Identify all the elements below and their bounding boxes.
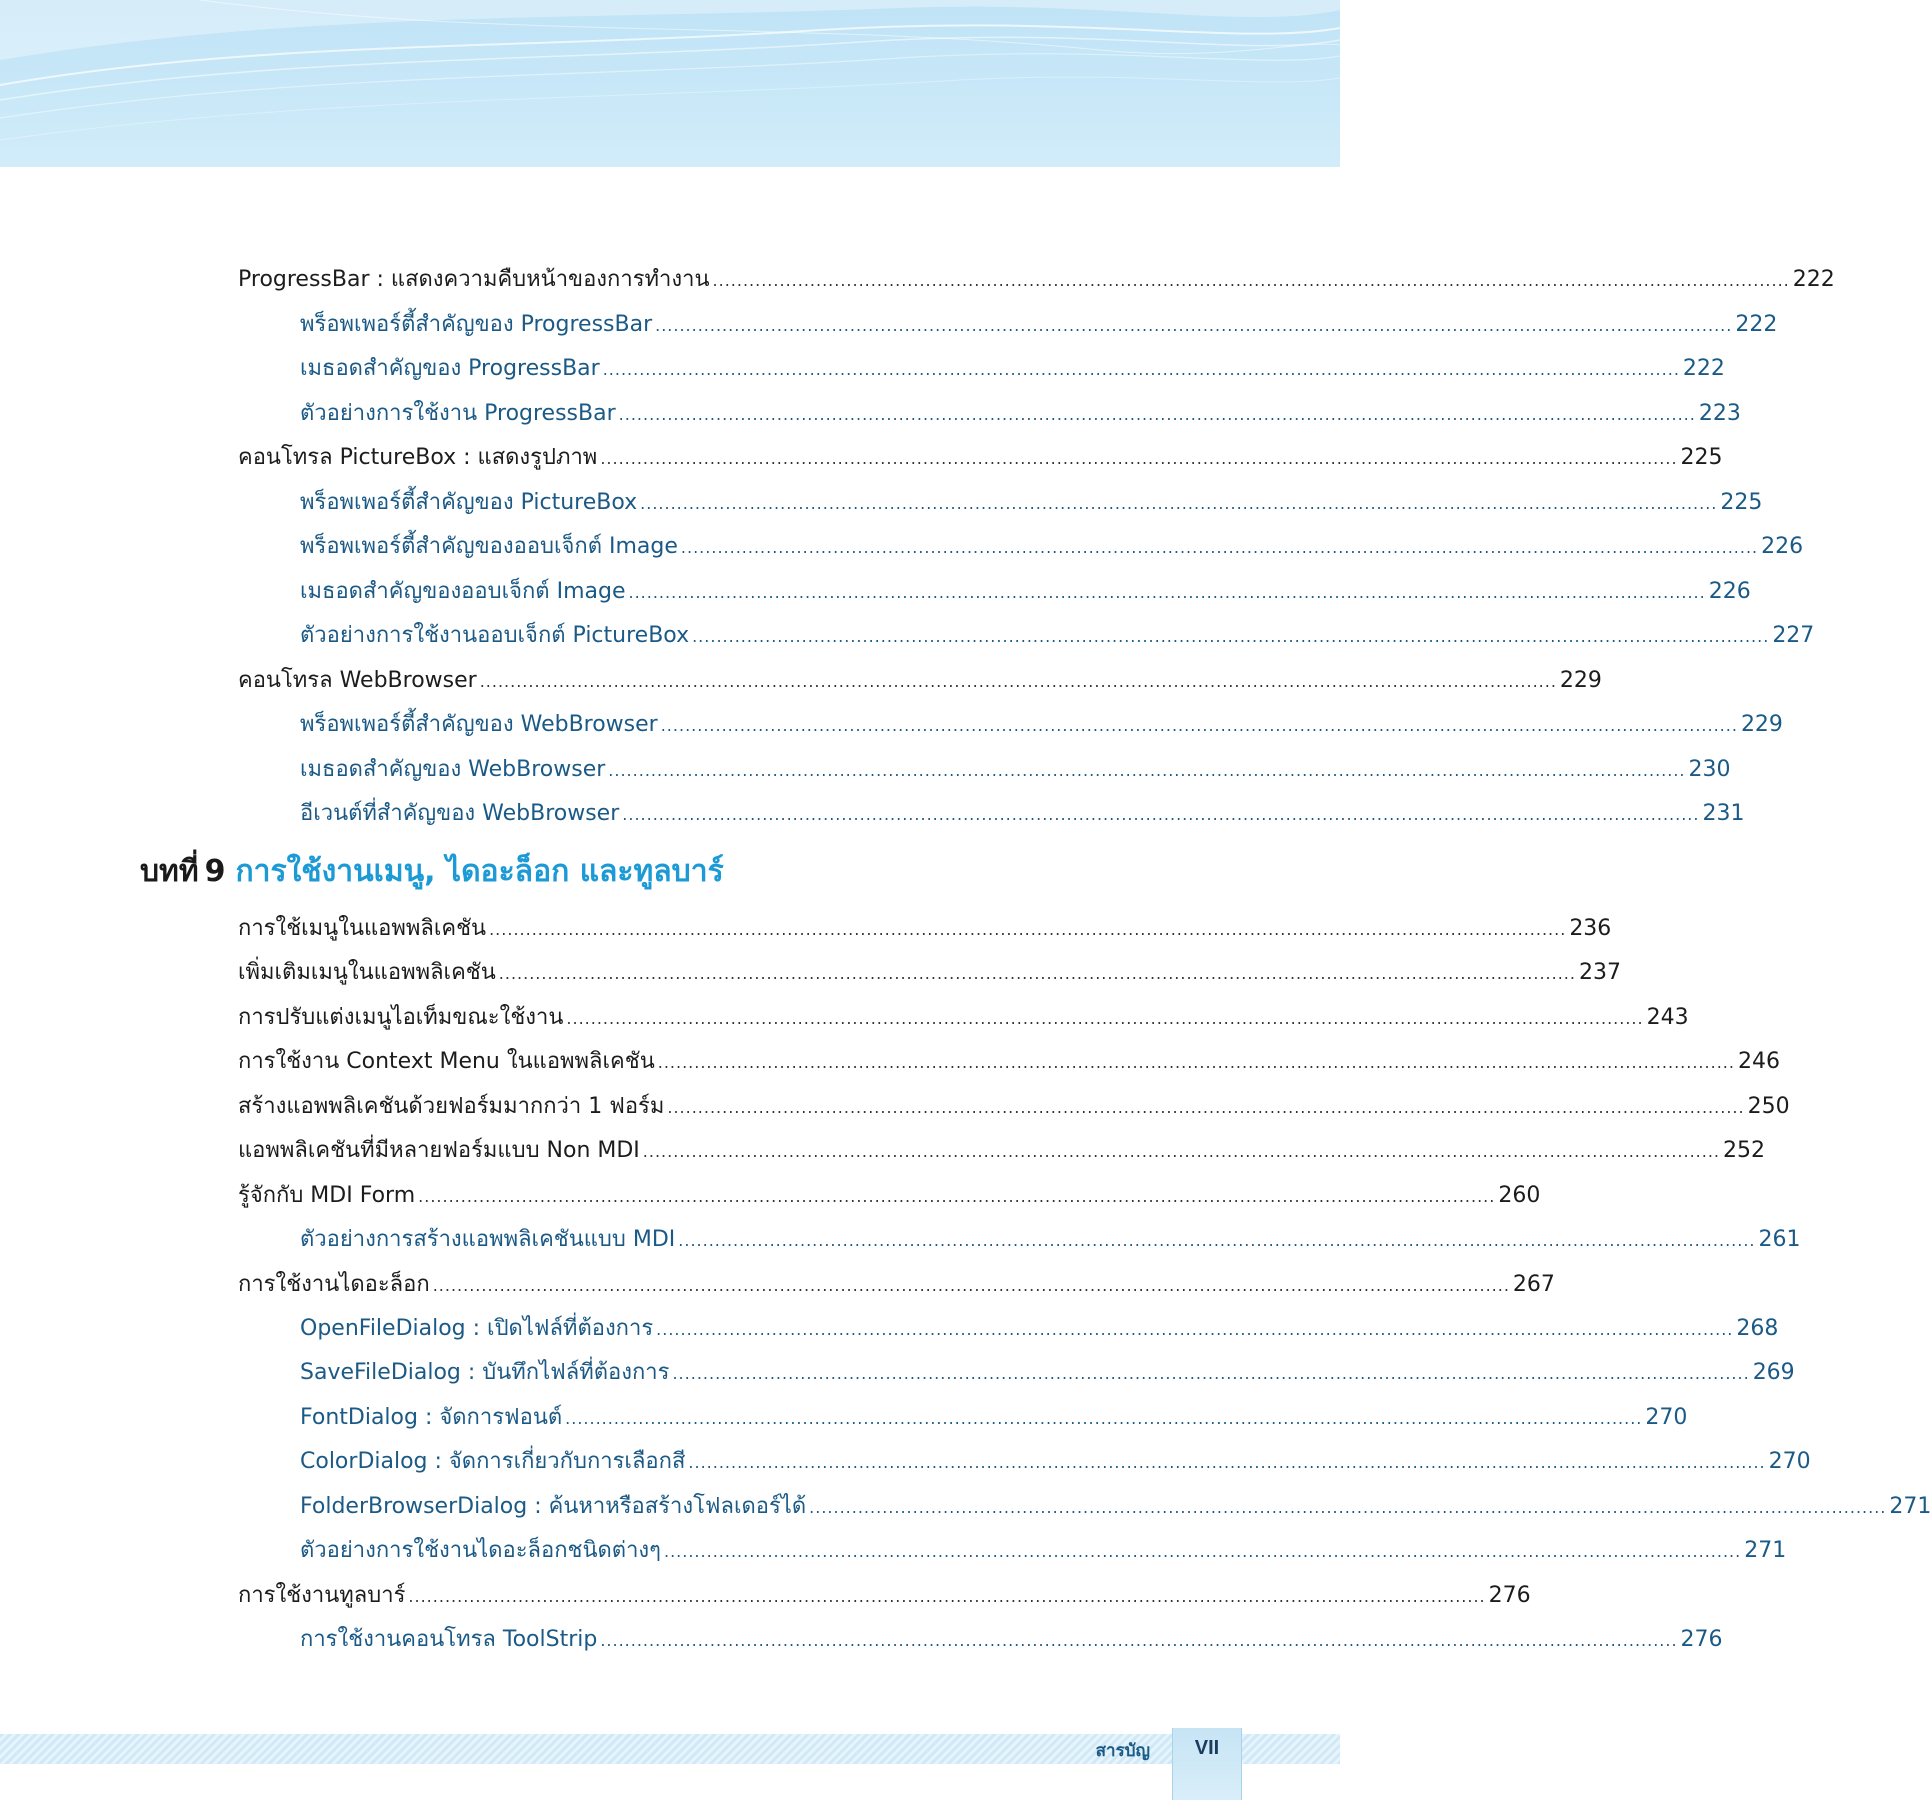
toc-entry-page: 229 <box>1740 712 1783 737</box>
toc-subentry[interactable] <box>300 486 1763 520</box>
toc-entry-title: การใช้เมนูในแอพพลิเคชัน <box>238 916 487 941</box>
toc-entry-page: 246 <box>1737 1049 1780 1074</box>
toc-entry-title: ตัวอย่างการใช้งานไดอะล็อกชนิดต่างๆ <box>300 1538 661 1563</box>
toc-entry-title: FolderBrowserDialog : ค้นหาหรือสร้างโฟลเดอร์ได้ <box>300 1494 807 1519</box>
dot-leader: ................................................................................................................................................................................. <box>602 360 1680 379</box>
toc-subentry[interactable] <box>300 1312 1779 1346</box>
dot-leader: ................................................................................................................................................................................. <box>657 1053 1735 1072</box>
toc-entry-page: 222 <box>1792 267 1835 292</box>
toc-entry-title: การใช้งานไดอะล็อก <box>238 1272 430 1297</box>
toc-entry[interactable] <box>238 912 1612 946</box>
toc-entry[interactable] <box>238 1134 1766 1168</box>
toc-entry-page: 226 <box>1761 534 1804 559</box>
toc-entry-page: 270 <box>1645 1405 1688 1430</box>
dot-leader: ................................................................................................................................................................................. <box>655 316 1733 335</box>
toc-entry-title: คอนโทรล PictureBox : แสดงรูปภาพ <box>238 445 598 470</box>
toc-entry-title: สร้างแอพพลิเคชันด้วยฟอร์มมากกว่า 1 ฟอร์ม <box>238 1094 665 1119</box>
toc-entry-title: FontDialog : จัดการฟอนต์ <box>300 1405 563 1430</box>
dot-leader: ................................................................................................................................................................................. <box>618 405 1696 424</box>
toc-entry[interactable] <box>238 441 1723 475</box>
toc-entry-title: ProgressBar : แสดงความคืบหน้าของการทำงาน <box>238 267 710 292</box>
dot-leader: ................................................................................................................................................................................. <box>432 1276 1510 1295</box>
chapter-label: บทที่ <box>140 854 199 889</box>
dot-leader: ................................................................................................................................................................................. <box>498 964 1576 983</box>
toc-entry[interactable] <box>238 664 1602 698</box>
page-number: VII <box>1194 1737 1220 1759</box>
toc-entry-title: พร็อพเพอร์ตี้สำคัญของ PictureBox <box>300 490 638 515</box>
toc-entry[interactable] <box>238 1045 1780 1079</box>
toc-entry-page: 230 <box>1688 757 1731 782</box>
chapter-heading <box>140 848 724 896</box>
toc-entry-title: เพิ่มเติมเมนูในแอพพลิเคชัน <box>238 960 496 985</box>
toc-subentry[interactable] <box>300 753 1731 787</box>
toc-entry-page: 269 <box>1752 1360 1795 1385</box>
toc-subentry[interactable] <box>300 397 1741 431</box>
dot-leader: ................................................................................................................................................................................. <box>640 494 1718 513</box>
toc-entry[interactable] <box>238 1579 1531 1613</box>
toc-entry-title: แอพพลิเคชันที่มีหลายฟอร์มแบบ Non MDI <box>238 1138 640 1163</box>
toc-entry-title: SaveFileDialog : บันทึกไฟล์ที่ต้องการ <box>300 1360 670 1385</box>
toc-entry-page: 250 <box>1747 1094 1790 1119</box>
dot-leader: ................................................................................................................................................................................. <box>600 1631 1678 1650</box>
dot-leader: ................................................................................................................................................................................. <box>680 538 1759 557</box>
toc-entry-page: 236 <box>1569 916 1612 941</box>
dot-leader: ................................................................................................................................................................................. <box>809 1498 1887 1517</box>
toc-entry-title: เมธอดสำคัญของ WebBrowser <box>300 757 606 782</box>
toc-entry-page: 276 <box>1488 1583 1531 1608</box>
dot-leader: ................................................................................................................................................................................. <box>712 271 1790 290</box>
dot-leader: ................................................................................................................................................................................. <box>566 1009 1644 1028</box>
toc-entry-title: ColorDialog : จัดการเกี่ยวกับการเลือกสี <box>300 1449 686 1474</box>
toc-entry-page: 229 <box>1559 668 1602 693</box>
toc-subentry[interactable] <box>300 619 1815 653</box>
toc-entry-title: ตัวอย่างการสร้างแอพพลิเคชันแบบ MDI <box>300 1227 676 1252</box>
toc-subentry[interactable] <box>300 530 1804 564</box>
toc-subentry[interactable] <box>300 708 1783 742</box>
toc-entry-page: 252 <box>1723 1138 1766 1163</box>
toc-entry-page: 260 <box>1498 1183 1541 1208</box>
toc-entry[interactable] <box>238 1001 1689 1035</box>
dot-leader: ................................................................................................................................................................................. <box>688 1453 1766 1472</box>
dot-leader: ................................................................................................................................................................................. <box>418 1187 1496 1206</box>
toc-entry-title: เมธอดสำคัญของ ProgressBar <box>300 356 600 381</box>
footer-section-label: สารบัญ <box>1095 1741 1150 1761</box>
toc-entry-page: 231 <box>1702 801 1745 826</box>
toc-subentry[interactable] <box>300 797 1745 831</box>
toc-subentry[interactable] <box>300 1623 1723 1657</box>
dot-leader: ................................................................................................................................................................................. <box>408 1587 1486 1606</box>
toc-entry-page: 268 <box>1736 1316 1779 1341</box>
toc-subentry[interactable] <box>300 1445 1811 1479</box>
toc-entry-title: การใช้งาน Context Menu ในแอพพลิเคชัน <box>238 1049 655 1074</box>
dot-leader: ................................................................................................................................................................................. <box>600 449 1678 468</box>
toc-entry-title: การใช้งานคอนโทรล ToolStrip <box>300 1627 598 1652</box>
toc-entry-page: 225 <box>1720 490 1763 515</box>
toc-entry-title: ตัวอย่างการใช้งานออบเจ็กต์ PictureBox <box>300 623 690 648</box>
dot-leader: ................................................................................................................................................................................. <box>479 672 1557 691</box>
toc-entry-page: 223 <box>1698 401 1741 426</box>
toc-entry[interactable] <box>238 1090 1790 1124</box>
toc-entry-page: 267 <box>1512 1272 1555 1297</box>
toc-entry-page: 271 <box>1744 1538 1787 1563</box>
dot-leader: ................................................................................................................................................................................. <box>692 627 1770 646</box>
toc-entry-page: 226 <box>1708 579 1751 604</box>
toc-entry[interactable] <box>238 1179 1541 1213</box>
toc-entry-page: 222 <box>1682 356 1725 381</box>
toc-subentry[interactable] <box>300 352 1725 386</box>
dot-leader: ................................................................................................................................................................................. <box>667 1098 1745 1117</box>
dot-leader: ................................................................................................................................................................................. <box>565 1409 1643 1428</box>
toc-entry-page: 270 <box>1768 1449 1811 1474</box>
dot-leader: ................................................................................................................................................................................. <box>489 920 1567 939</box>
toc-entry-title: คอนโทรล WebBrowser <box>238 668 477 693</box>
toc-subentry[interactable] <box>300 308 1778 342</box>
dot-leader: ................................................................................................................................................................................. <box>672 1364 1750 1383</box>
toc-entry[interactable] <box>238 956 1621 990</box>
toc-entry-title: อีเวนต์ที่สำคัญของ WebBrowser <box>300 801 620 826</box>
dot-leader: ................................................................................................................................................................................. <box>678 1231 1756 1250</box>
chapter-number: 9 <box>204 854 226 889</box>
toc-entry[interactable] <box>238 1268 1555 1302</box>
toc-entry-page: 222 <box>1735 312 1778 337</box>
toc-entry-page: 261 <box>1758 1227 1801 1252</box>
toc-entry-title: เมธอดสำคัญของออบเจ็กต์ Image <box>300 579 626 604</box>
toc-entry-page: 271 <box>1889 1494 1931 1519</box>
toc-entry-title: ตัวอย่างการใช้งาน ProgressBar <box>300 401 616 426</box>
toc-entry-page: 243 <box>1646 1005 1689 1030</box>
toc-subentry[interactable] <box>300 1490 1931 1524</box>
dot-leader: ................................................................................................................................................................................. <box>656 1320 1734 1339</box>
toc-entry-title: การใช้งานทูลบาร์ <box>238 1583 406 1608</box>
dot-leader: ................................................................................................................................................................................. <box>642 1142 1721 1161</box>
page-number-tab <box>1172 1728 1242 1800</box>
toc-entry-page: 225 <box>1680 445 1723 470</box>
chapter-title: การใช้งานเมนู, ไดอะล็อก และทูลบาร์ <box>235 854 724 889</box>
toc-subentry[interactable] <box>300 1534 1787 1568</box>
toc-entry[interactable] <box>238 263 1835 297</box>
toc-entry-title: พร็อพเพอร์ตี้สำคัญของออบเจ็กต์ Image <box>300 534 678 559</box>
toc-subentry[interactable] <box>300 1401 1688 1435</box>
dot-leader: ................................................................................................................................................................................. <box>608 761 1686 780</box>
dot-leader: ................................................................................................................................................................................. <box>622 805 1700 824</box>
toc-entry-page: 237 <box>1578 960 1621 985</box>
toc-entry-title: การปรับแต่งเมนูไอเท็มขณะใช้งาน <box>238 1005 564 1030</box>
toc-subentry[interactable] <box>300 1223 1801 1257</box>
toc-subentry[interactable] <box>300 1356 1795 1390</box>
toc-entry-page: 227 <box>1772 623 1815 648</box>
toc-entry-page: 276 <box>1680 1627 1723 1652</box>
toc-subentry[interactable] <box>300 575 1751 609</box>
dot-leader: ................................................................................................................................................................................. <box>628 583 1706 602</box>
toc-entry-title: รู้จักกับ MDI Form <box>238 1183 416 1208</box>
dot-leader: ................................................................................................................................................................................. <box>660 716 1738 735</box>
toc-entry-title: OpenFileDialog : เปิดไฟล์ที่ต้องการ <box>300 1316 654 1341</box>
dot-leader: ................................................................................................................................................................................. <box>664 1542 1742 1561</box>
toc-entry-title: พร็อพเพอร์ตี้สำคัญของ WebBrowser <box>300 712 658 737</box>
toc-entry-title: พร็อพเพอร์ตี้สำคัญของ ProgressBar <box>300 312 653 337</box>
